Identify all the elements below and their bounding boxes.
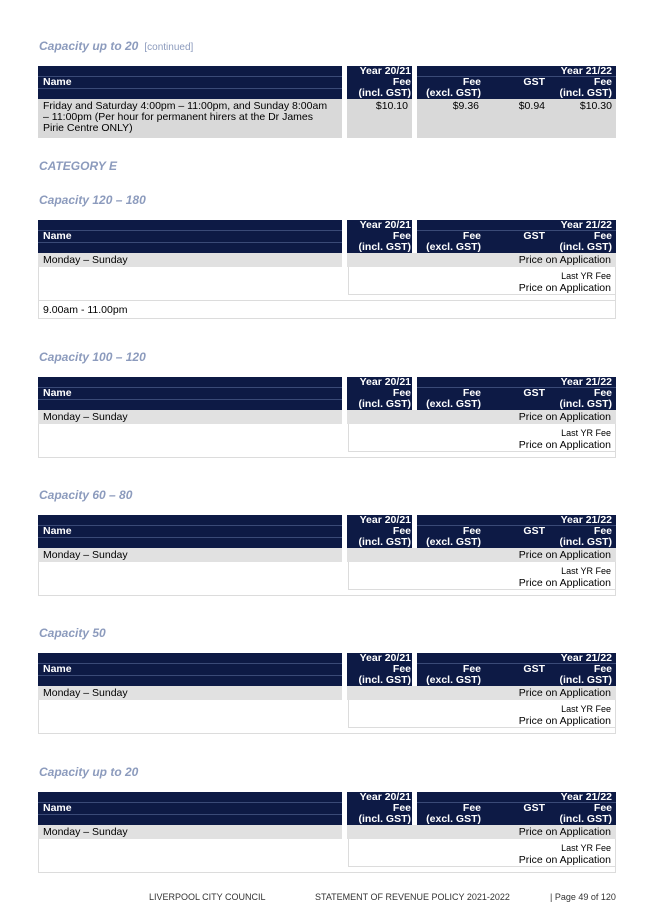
section-title: Capacity 120 – 180 <box>39 193 146 207</box>
header-name: Name <box>43 387 72 399</box>
header-fee-prev: Fee <box>392 663 411 675</box>
header-fee-excl: Fee <box>462 76 481 88</box>
header-fee-next: Fee <box>593 525 612 537</box>
header-fee-excl: Fee <box>462 230 481 242</box>
row-price-on-application: Price on Application <box>518 549 611 561</box>
header-fee-prev: Fee <box>392 525 411 537</box>
header-incl-next: (incl. GST) <box>559 674 612 686</box>
row-price-on-application: Price on Application <box>518 826 611 838</box>
fee-table <box>38 377 616 458</box>
row-fee-next: $10.30 <box>579 100 612 112</box>
table-row <box>38 253 616 267</box>
table-header <box>38 515 616 548</box>
row-name: Friday and Saturday 4:00pm – 11:00pm, and Sunday 8:00am – 11:00pm (Per hour for permanent hirers at the Dr James Pirie Centre ONLY) <box>43 100 328 134</box>
header-name: Name <box>43 76 72 88</box>
table-row <box>38 410 616 424</box>
header-year-prev: Year 20/21 <box>359 791 411 803</box>
header-year-next: Year 21/22 <box>560 652 612 664</box>
header-fee-excl: Fee <box>462 525 481 537</box>
fee-table <box>38 220 616 319</box>
section-title: Capacity up to 20 <box>39 39 139 53</box>
footer-doc: STATEMENT OF REVENUE POLICY 2021-2022 <box>315 892 510 902</box>
table-row-last-year <box>38 700 616 734</box>
last-year-price-on-application: Price on Application <box>518 282 611 294</box>
header-fee-prev: Fee <box>392 76 411 88</box>
header-name: Name <box>43 230 72 242</box>
row-day: Monday – Sunday <box>43 254 128 266</box>
continued-label: [continued] <box>144 42 194 53</box>
header-fee-next: Fee <box>593 230 612 242</box>
table-row <box>38 825 616 839</box>
last-year-fee-label: Last YR Fee <box>561 566 611 576</box>
category-heading: CATEGORY E <box>39 159 118 173</box>
row-gst: $0.94 <box>518 100 545 112</box>
header-year-next: Year 21/22 <box>560 376 612 388</box>
fee-table <box>38 515 616 596</box>
table-header <box>38 66 616 99</box>
table-row-last-year <box>38 839 616 873</box>
fee-table <box>38 792 616 873</box>
table-row-last-year <box>38 424 616 458</box>
last-year-price-on-application: Price on Application <box>518 577 611 589</box>
header-incl-prev: (incl. GST) <box>358 241 411 253</box>
header-incl-prev: (incl. GST) <box>358 536 411 548</box>
last-year-fee-label: Last YR Fee <box>561 271 611 281</box>
header-name: Name <box>43 525 72 537</box>
fee-table <box>38 66 616 138</box>
header-gst: GST <box>523 663 545 675</box>
row-day: Monday – Sunday <box>43 687 128 699</box>
header-incl-prev: (incl. GST) <box>358 674 411 686</box>
header-year-next: Year 21/22 <box>560 791 612 803</box>
footer-council: LIVERPOOL CITY COUNCIL <box>149 892 266 902</box>
row-day: Monday – Sunday <box>43 826 128 838</box>
row-price-on-application: Price on Application <box>518 687 611 699</box>
header-excl: (excl. GST) <box>426 813 481 825</box>
header-fee-next: Fee <box>593 387 612 399</box>
header-fee-excl: Fee <box>462 387 481 399</box>
section-title: Capacity 100 – 120 <box>39 350 146 364</box>
last-year-price-on-application: Price on Application <box>518 439 611 451</box>
header-fee-prev: Fee <box>392 387 411 399</box>
header-incl-next: (incl. GST) <box>559 87 612 99</box>
header-excl: (excl. GST) <box>426 241 481 253</box>
row-fee-prev: $10.10 <box>375 100 408 112</box>
row-price-on-application: Price on Application <box>518 254 611 266</box>
table-header <box>38 377 616 410</box>
header-year-prev: Year 20/21 <box>359 65 411 77</box>
header-fee-excl: Fee <box>462 663 481 675</box>
table-header <box>38 653 616 686</box>
header-incl-next: (incl. GST) <box>559 241 612 253</box>
header-name: Name <box>43 802 72 814</box>
header-year-next: Year 21/22 <box>560 514 612 526</box>
header-excl: (excl. GST) <box>426 536 481 548</box>
fee-table <box>38 653 616 734</box>
table-row <box>38 686 616 700</box>
table-row-time <box>38 301 616 319</box>
section-title: Capacity 60 – 80 <box>39 488 133 502</box>
header-fee-next: Fee <box>593 76 612 88</box>
last-year-price-on-application: Price on Application <box>518 854 611 866</box>
last-year-fee-label: Last YR Fee <box>561 704 611 714</box>
header-gst: GST <box>523 76 545 88</box>
header-year-prev: Year 20/21 <box>359 376 411 388</box>
header-year-next: Year 21/22 <box>560 219 612 231</box>
header-fee-prev: Fee <box>392 802 411 814</box>
row-fee-excl: $9.36 <box>452 100 479 112</box>
header-incl-prev: (incl. GST) <box>358 87 411 99</box>
header-fee-excl: Fee <box>462 802 481 814</box>
header-incl-prev: (incl. GST) <box>358 398 411 410</box>
header-year-next: Year 21/22 <box>560 65 612 77</box>
last-year-price-on-application: Price on Application <box>518 715 611 727</box>
row-price-on-application: Price on Application <box>518 411 611 423</box>
header-incl-prev: (incl. GST) <box>358 813 411 825</box>
section-title: Capacity 50 <box>39 626 106 640</box>
section-title: Capacity up to 20 <box>39 765 139 779</box>
table-row-last-year <box>38 267 616 301</box>
header-excl: (excl. GST) <box>426 674 481 686</box>
header-fee-prev: Fee <box>392 230 411 242</box>
header-name: Name <box>43 663 72 675</box>
header-year-prev: Year 20/21 <box>359 514 411 526</box>
section-heading <box>39 39 193 53</box>
table-row <box>38 99 616 138</box>
last-year-fee-label: Last YR Fee <box>561 428 611 438</box>
header-fee-next: Fee <box>593 802 612 814</box>
row-day: Monday – Sunday <box>43 411 128 423</box>
row-time: 9.00am - 11.00pm <box>43 304 128 316</box>
header-incl-next: (incl. GST) <box>559 398 612 410</box>
header-gst: GST <box>523 525 545 537</box>
last-year-fee-label: Last YR Fee <box>561 843 611 853</box>
header-gst: GST <box>523 230 545 242</box>
row-day: Monday – Sunday <box>43 549 128 561</box>
table-row-last-year <box>38 562 616 596</box>
header-gst: GST <box>523 802 545 814</box>
header-incl-next: (incl. GST) <box>559 536 612 548</box>
table-header <box>38 220 616 253</box>
footer-page: | Page 49 of 120 <box>550 892 616 902</box>
header-incl-next: (incl. GST) <box>559 813 612 825</box>
table-row <box>38 548 616 562</box>
header-year-prev: Year 20/21 <box>359 652 411 664</box>
header-gst: GST <box>523 387 545 399</box>
header-excl: (excl. GST) <box>426 87 481 99</box>
table-header <box>38 792 616 825</box>
header-fee-next: Fee <box>593 663 612 675</box>
header-year-prev: Year 20/21 <box>359 219 411 231</box>
header-excl: (excl. GST) <box>426 398 481 410</box>
